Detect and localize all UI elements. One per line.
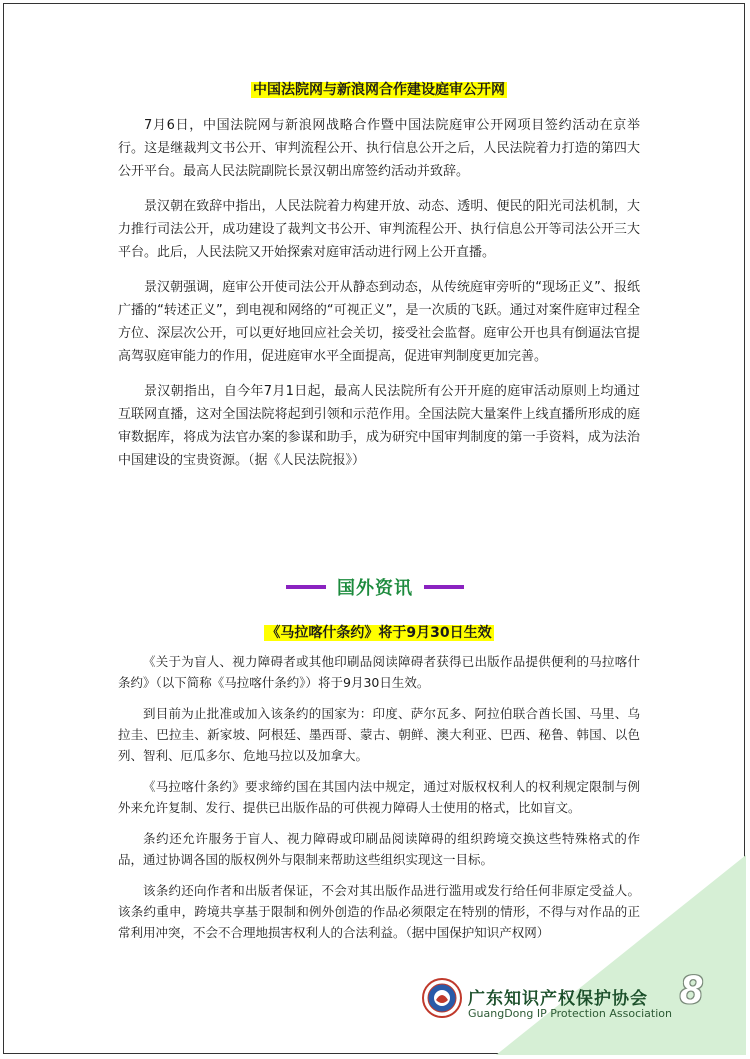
association-name-cn: 广东知识产权保护协会 — [468, 989, 648, 1009]
article-paragraph: 条约还允许服务于盲人、视力障碍或印刷品阅读障碍的组织跨境交换这些特殊格式的作品，通过协调各国的版权例外与限制来帮助这些组织实现这一目标。 — [118, 831, 640, 867]
article-paragraph: 该条约还向作者和出版者保证，不会对其出版作品进行滥用或发行给任何非原定受益人。该条约重申，跨境共享基于限制和例外创造的作品必须限定在特别的情形，不得与对作品的正常利用冲突，不会不合理地损害权利人的合法利益。（据中国保护知识产权网） — [118, 883, 640, 940]
page-number: 8 — [680, 968, 703, 1012]
article-marrakesh-treaty — [118, 623, 640, 953]
article-paragraph: 《关于为盲人、视力障碍者或其他印刷品阅读障碍者获得已出版作品提供便利的马拉喀什条约》（以下简称《马拉喀什条约》）将于9月30日生效。 — [118, 654, 640, 690]
article-title: 中国法院网与新浪网合作建设庭审公开网 — [253, 82, 505, 98]
article-paragraph: 景汉朝指出，自今年7月1日起，最高人民法院所有公开开庭的庭审活动原则上均通过互联网直播，这对全国法院将起到引领和示范作用。全国法院大量案件上线直播所形成的庭审数据库，将成为法官办案的参谋和助手，成为研究中国审判制度的第一手资料，成为法治中国建设的宝贵资源。（据《人民法院报》） — [118, 384, 640, 468]
association-name-en: GuangDong IP Protection Association — [468, 1007, 672, 1020]
article-title: 《马拉喀什条约》将于9月30日生效 — [266, 625, 492, 641]
article-court-livestream — [118, 80, 640, 484]
article-paragraph: 景汉朝在致辞中指出，人民法院着力构建开放、动态、透明、便民的阳光司法机制，大力推行司法公开，成功建设了裁判文书公开、审判流程公开、执行信息公开等司法公开三大平台。此后，人民法院又开始探索对庭审活动进行网上公开直播。 — [118, 199, 640, 260]
article-paragraph: 到目前为止批准或加入该条约的国家为：印度、萨尔瓦多、阿拉伯联合酋长国、马里、乌拉圭、巴拉圭、新家坡、阿根廷、墨西哥、蒙古、朝鲜、澳大利亚、巴西、秘鲁、韩国、以色列、智利、厄瓜多尔、危地马拉以及加拿大。 — [118, 706, 640, 763]
article-paragraph: 《马拉喀什条约》要求缔约国在其国内法中规定，通过对版权权利人的权利规定限制与例外来允许复制、发行、提供已出版作品的可供视力障碍人士使用的格式，比如盲文。 — [118, 779, 640, 815]
article-paragraph: 景汉朝强调，庭审公开使司法公开从静态到动态，从传统庭审旁听的“现场正义”、报纸广播的“转述正义”，到电视和网络的“可视正义”，是一次质的飞跃。通过对案件庭审过程全方位、深层次公开，可以更好地回应社会关切，接受社会监督。庭审公开也具有倒逼法官提高驾驭庭审能力的作用，促进庭审水平全面提高，促进审判制度更加完善。 — [118, 280, 640, 364]
section-heading-foreign-news — [0, 574, 750, 600]
section-bar-right — [424, 585, 464, 589]
section-bar-left — [286, 585, 326, 589]
footer — [422, 968, 722, 1028]
association-seal-icon — [422, 978, 462, 1018]
article-paragraph: 7月6日，中国法院网与新浪网战略合作暨中国法院庭审公开网项目签约活动在京举行。这是继裁判文书公开、审判流程公开、执行信息公开之后，人民法院着力打造的第四大公开平台。最高人民法院副院长景汉朝出席签约活动并致辞。 — [118, 118, 640, 179]
section-heading-label: 国外资讯 — [337, 578, 413, 599]
